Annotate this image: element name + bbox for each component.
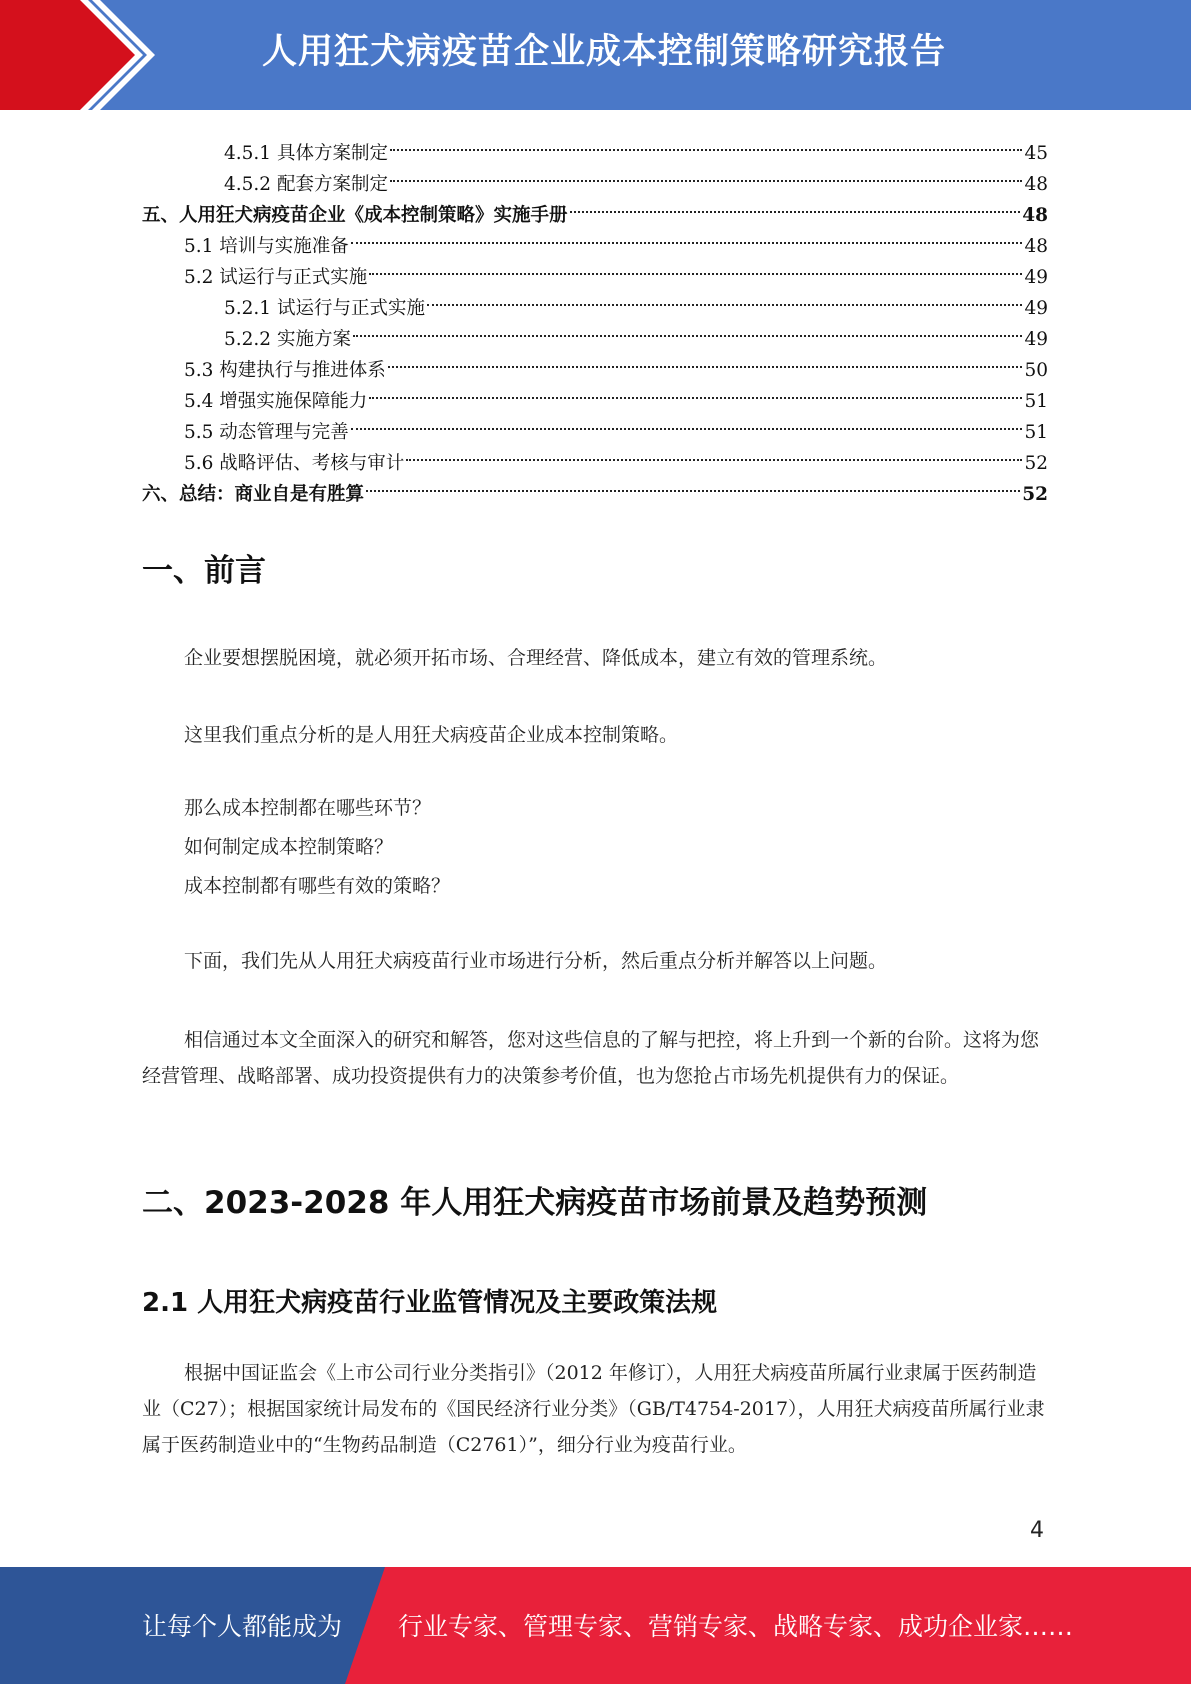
- toc-entry-title: 5.3 构建执行与推进体系: [184, 360, 386, 381]
- toc-leader-dots: [390, 128, 1022, 159]
- toc-entry-page: 48: [1022, 205, 1048, 226]
- toc-entry-page: 49: [1024, 298, 1048, 319]
- toc-entry-page: 49: [1024, 329, 1048, 350]
- toc-leader-dots: [390, 159, 1022, 190]
- toc-entry-page: 48: [1024, 174, 1048, 195]
- toc-entry-page: 52: [1024, 453, 1048, 474]
- section-heading-preface: 一、前言: [142, 553, 266, 589]
- page-number: 4: [1030, 1518, 1044, 1543]
- regulation-paragraph: 根据中国证监会《上市公司行业分类指引》（2012 年修订），人用狂犬病疫苗所属行业隶属于医药制造业（C27）；根据国家统计局发布的《国民经济行业分类》（GB/T4754-2017），人用狂犬病疫苗所属行业隶属于医药制造业中的“生物药品制造（C2761）”，细分行业为疫苗行业。: [142, 1362, 1045, 1456]
- toc-entry-page: 50: [1024, 360, 1048, 381]
- preface-question-1: 那么成本控制都在哪些环节？: [184, 797, 432, 819]
- toc-entry-title: 4.5.1 具体方案制定: [224, 143, 388, 164]
- toc-entry-title: 5.6 战略评估、考核与审计: [184, 453, 405, 474]
- section-heading-market-outlook: 二、2023-2028 年人用狂犬病疫苗市场前景及趋势预测: [142, 1185, 928, 1221]
- toc-entry-title: 5.4 增强实施保障能力: [184, 391, 368, 412]
- toc-entry-title: 五、人用狂犬病疫苗企业《成本控制策略》实施手册: [142, 205, 568, 226]
- footer-slogan-left: 让每个人都能成为: [142, 1612, 343, 1641]
- toc-entry-page: 48: [1024, 236, 1048, 257]
- subsection-heading-regulation: 2.1 人用狂犬病疫苗行业监管情况及主要政策法规: [142, 1288, 718, 1318]
- toc-entry-title: 5.1 培训与实施准备: [184, 236, 349, 257]
- preface-paragraph-1: 企业要想摆脱困境，就必须开拓市场、合理经营、降低成本，建立有效的管理系统。: [184, 647, 888, 669]
- preface-paragraph-2: 这里我们重点分析的是人用狂犬病疫苗企业成本控制策略。: [184, 724, 679, 746]
- toc-leader-dots: [369, 252, 1022, 283]
- toc-entry-page: 52: [1022, 484, 1048, 505]
- toc-entry-title: 5.2.2 实施方案: [224, 329, 351, 350]
- page-footer: [0, 1567, 1191, 1684]
- toc-leader-dots: [351, 407, 1023, 438]
- footer-slogan-right: 行业专家、管理专家、营销专家、战略专家、成功企业家……: [398, 1612, 1074, 1641]
- page-header: [0, 0, 1191, 110]
- toc-entry-title: 5.2 试运行与正式实施: [184, 267, 368, 288]
- preface-question-3: 成本控制都有哪些有效的策略？: [184, 875, 451, 897]
- toc-leader-dots: [369, 376, 1022, 407]
- toc-entry[interactable]: [142, 469, 1048, 510]
- preface-paragraph-4: 相信通过本文全面深入的研究和解答，您对这些信息的了解与把控，将上升到一个新的台阶。这将为您经营管理、战略部署、成功投资提供有力的决策参考价值，也为您抢占市场先机提供有力的保证。: [142, 1029, 1040, 1087]
- toc-entry-title: 4.5.2 配套方案制定: [224, 174, 388, 195]
- toc-leader-dots: [570, 190, 1021, 221]
- toc-entry-page: 49: [1024, 267, 1048, 288]
- toc-entry-page: 51: [1024, 391, 1048, 412]
- toc-leader-dots: [406, 438, 1022, 469]
- preface-paragraph-3: 下面，我们先从人用狂犬病疫苗行业市场进行分析，然后重点分析并解答以上问题。: [184, 950, 888, 972]
- preface-question-2: 如何制定成本控制策略？: [184, 836, 394, 858]
- toc-leader-dots: [353, 314, 1023, 345]
- toc-leader-dots: [427, 283, 1022, 314]
- report-title: 人用狂犬病疫苗企业成本控制策略研究报告: [262, 32, 947, 72]
- toc-entry-title: 六、总结：商业自是有胜算: [142, 484, 365, 505]
- toc-leader-dots: [366, 469, 1020, 500]
- toc-leader-dots: [388, 345, 1023, 376]
- toc-entry-title: 5.2.1 试运行与正式实施: [224, 298, 425, 319]
- toc-entry-title: 5.5 动态管理与完善: [184, 422, 349, 443]
- toc-entry-page: 45: [1024, 143, 1048, 164]
- toc-entry-page: 51: [1024, 422, 1048, 443]
- toc-leader-dots: [351, 221, 1023, 252]
